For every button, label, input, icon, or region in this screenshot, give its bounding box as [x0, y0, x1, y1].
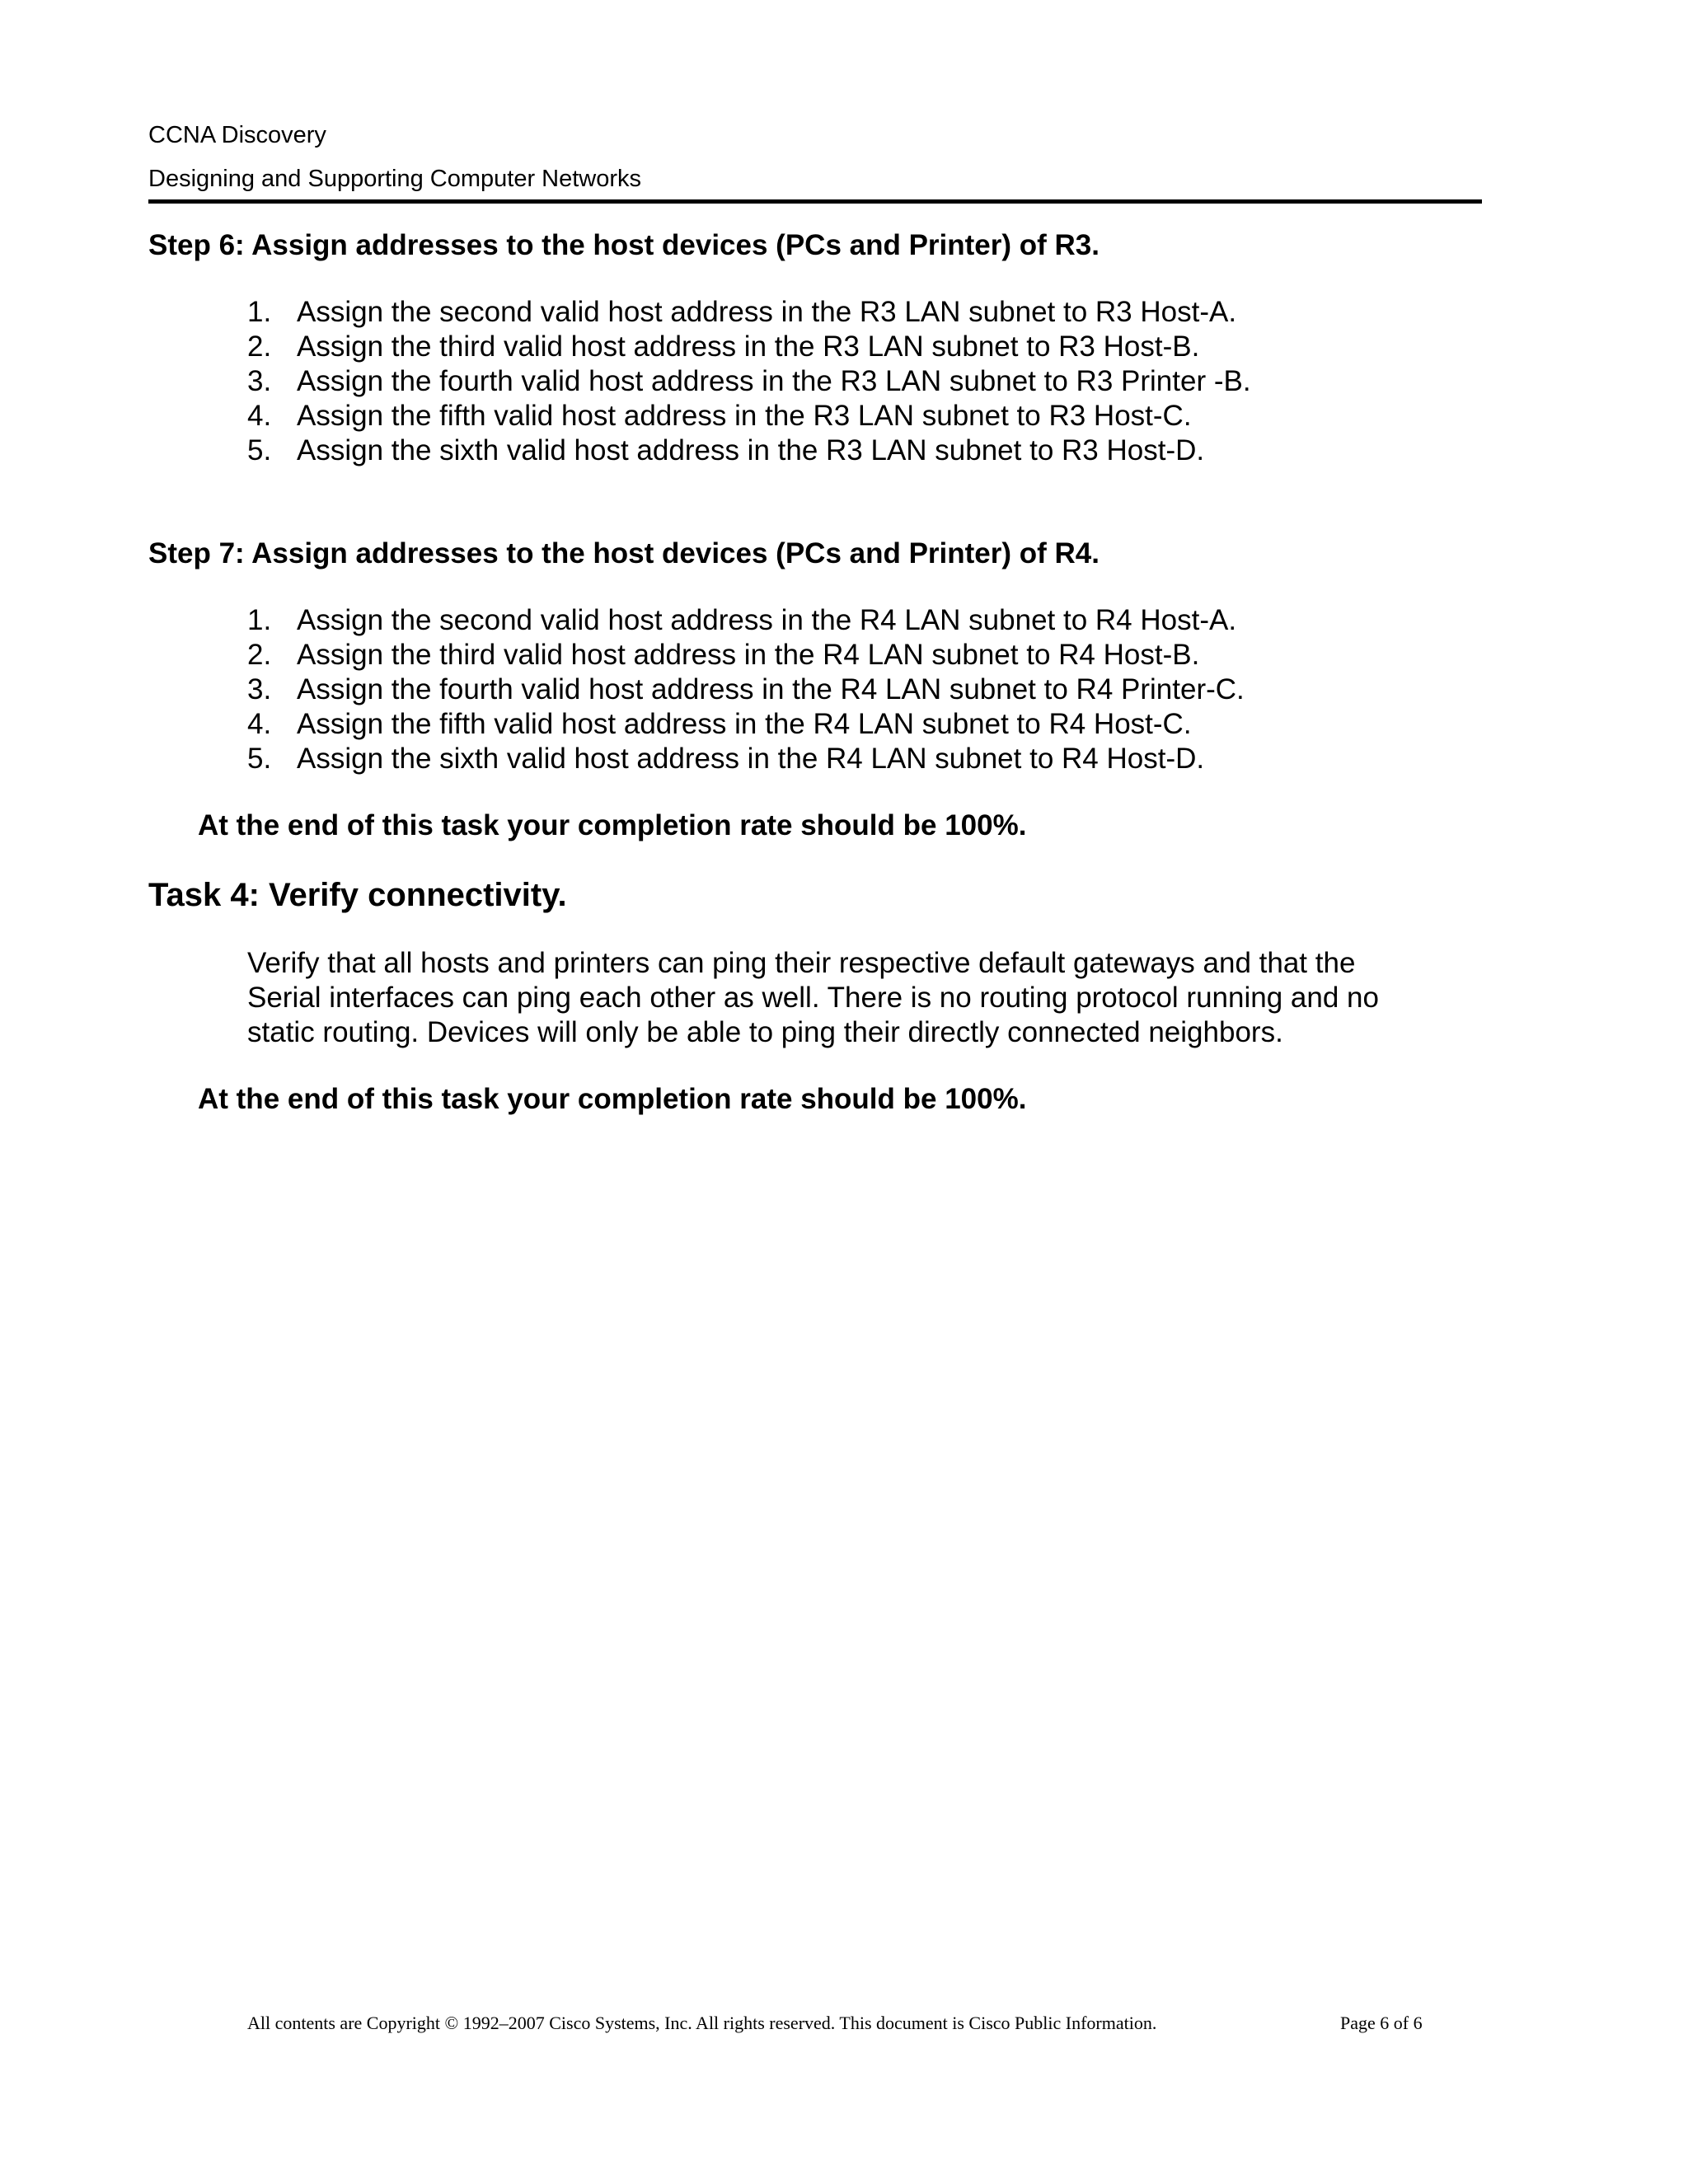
list-item-text: Assign the sixth valid host address in the R3 LAN subnet to R3 Host-D.: [297, 434, 1205, 466]
list-item: [247, 638, 1482, 673]
list-item-number: 3.: [247, 673, 272, 705]
completion-note: At the end of this task your completion rate should be 100%.: [198, 809, 1027, 841]
step-7-list: [148, 603, 1482, 776]
list-item-text: Assign the second valid host address in the R4 LAN subnet to R4 Host-A.: [297, 604, 1237, 636]
task-4-section: [148, 875, 1482, 1050]
list-item-text: Assign the fifth valid host address in the R4 LAN subnet to R4 Host-C.: [297, 708, 1192, 740]
list-item-number: 2.: [247, 639, 272, 671]
list-item-number: 1.: [247, 296, 272, 328]
list-item: [247, 742, 1482, 776]
list-item-text: Assign the fourth valid host address in the R3 LAN subnet to R3 Printer -B.: [297, 365, 1251, 397]
task-4-body: Verify that all hosts and printers can ping their respective default gateways and that the Serial interfaces can ping each other as well. There is no routing protocol running and no static routing. Devices will only be able to ping their directly connected neighbors.: [247, 947, 1379, 1048]
list-item-number: 2.: [247, 330, 272, 363]
step-6-heading: Step 6: Assign addresses to the host devices (PCs and Printer) of R3.: [148, 229, 1100, 261]
page-header: [148, 114, 1482, 201]
list-item-text: Assign the fifth valid host address in the R3 LAN subnet to R3 Host-C.: [297, 400, 1192, 432]
list-item-number: 5.: [247, 743, 272, 775]
list-item: [247, 603, 1482, 638]
footer-copyright: All contents are Copyright © 1992–2007 Cisco Systems, Inc. All rights reserved. This document is Cisco Public Information.: [247, 2013, 1157, 2033]
step-7-heading: Step 7: Assign addresses to the host devices (PCs and Printer) of R4.: [148, 537, 1100, 569]
task-4-heading: Task 4: Verify connectivity.: [148, 877, 567, 913]
list-item: [247, 707, 1482, 742]
list-item: [247, 673, 1482, 707]
header-divider: [148, 199, 1482, 204]
list-item-number: 3.: [247, 365, 272, 397]
list-item: [247, 434, 1482, 468]
list-item-number: 1.: [247, 604, 272, 636]
list-item-text: Assign the third valid host address in the R4 LAN subnet to R4 Host-B.: [297, 639, 1200, 671]
list-item-text: Assign the sixth valid host address in the R4 LAN subnet to R4 Host-D.: [297, 743, 1205, 775]
list-item: [247, 295, 1482, 330]
step-6-section: [148, 227, 1482, 468]
completion-note: At the end of this task your completion rate should be 100%.: [198, 1083, 1027, 1115]
step-7-section: [148, 536, 1482, 776]
document-body: [148, 227, 1482, 1118]
header-course-subtitle: Designing and Supporting Computer Networks: [148, 166, 642, 192]
list-item-text: Assign the third valid host address in the R3 LAN subnet to R3 Host-B.: [297, 330, 1200, 363]
header-course-title: CCNA Discovery: [148, 122, 326, 148]
list-item-number: 5.: [247, 434, 272, 466]
list-item-text: Assign the second valid host address in the R3 LAN subnet to R3 Host-A.: [297, 296, 1237, 328]
step-6-list: [148, 295, 1482, 468]
list-item: [247, 364, 1482, 399]
list-item: [247, 330, 1482, 364]
list-item: [247, 399, 1482, 434]
list-item-text: Assign the fourth valid host address in the R4 LAN subnet to R4 Printer-C.: [297, 673, 1245, 705]
list-item-number: 4.: [247, 708, 272, 740]
list-item-number: 4.: [247, 400, 272, 432]
footer-page-number: Page 6 of 6: [1340, 2013, 1423, 2033]
